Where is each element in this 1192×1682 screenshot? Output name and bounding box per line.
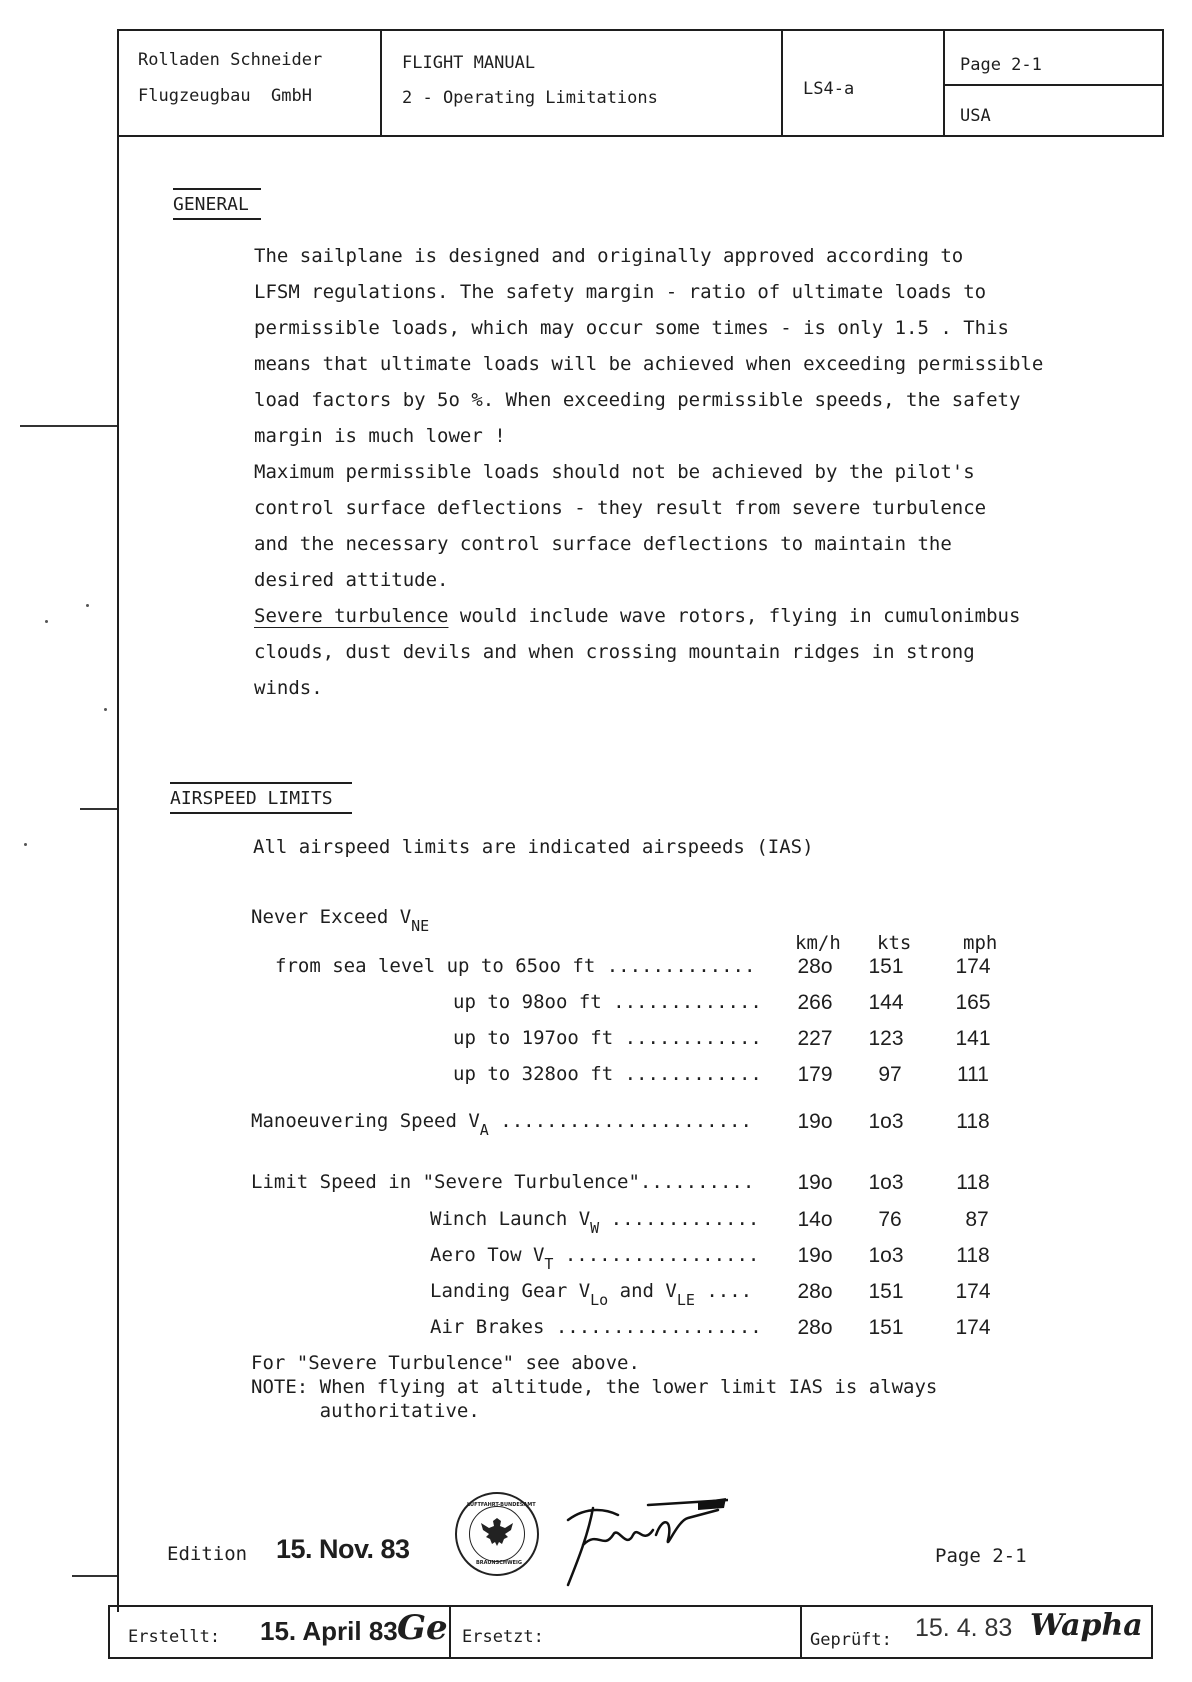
airspeed-intro: All airspeed limits are indicated airspeeds (IAS) [253,836,814,858]
speed-row: from sea level up to 65oo ft ............. [275,955,756,977]
speed-row: Limit Speed in "Severe Turbulence".......... [251,1171,755,1193]
kmh-value: 28o [797,1280,833,1303]
geprueft-date: 15. 4. 83 [915,1614,1013,1642]
section-title: 2 - Operating Limitations [402,88,658,108]
mph-value: 118 [956,1244,990,1267]
speed-row: Manoeuvering Speed $V_A$ ...................... [251,1110,752,1139]
company-name: Rolladen Schneider [138,50,323,70]
general-line: and the necessary control surface deflections to maintain the [254,533,952,555]
header-page-number: Page 2-1 [960,55,1042,75]
edition-label: Edition [167,1543,248,1565]
kmh-value: 19o [797,1110,833,1133]
kts-value: 123 [868,1027,904,1050]
geprueft-label: Geprüft: [810,1630,892,1650]
kts-value: 151 [868,1280,904,1303]
general-line: permissible loads, which may occur some times - is only 1.5 . This [254,317,1009,339]
severe-turbulence-term: Severe turbulence [254,605,449,627]
kts-value: 151 [868,955,904,978]
company-suffix: Flugzeugbau GmbH [138,86,312,106]
speed-row: Landing Gear $V_{Lo}$ and $V_{LE}$ .... [430,1280,753,1309]
erstellt-signature: Ge [397,1608,448,1648]
airspeed-heading: AIRSPEED LIMITS [170,782,352,814]
kmh-value: 266 [797,991,833,1014]
never-exceed-label: Never Exceed $V_{NE}$ [251,906,430,935]
speed-row: Winch Launch $V_W$ ............. [430,1208,760,1237]
scan-speck [104,708,107,711]
severe-turbulence-text: would include wave rotors, flying in cumulonimbus [448,605,1021,627]
general-line: Maximum permissible loads should not be achieved by the pilot's [254,461,975,483]
ersetzt-label: Ersetzt: [462,1627,544,1647]
general-line: winds. [254,677,323,699]
never-exceed-subscript: NE [411,917,430,935]
speed-row: Aero Tow $V_T$ ................. [430,1244,760,1273]
altitude-note-continued: authoritative. [251,1400,480,1422]
country-code: USA [960,106,991,126]
kmh-value: 227 [797,1027,833,1050]
unit-mph: mph [963,932,998,954]
mph-value: 174 [955,1316,991,1339]
kts-value: 97 [878,1063,902,1086]
unit-kmh: km/h [795,932,841,954]
footer-page-number: Page 2-1 [935,1545,1027,1567]
severe-turbulence-line [254,598,1114,634]
general-body [254,238,1114,706]
margin-mark [80,808,117,810]
general-line: means that ultimate loads will be achieved when exceeding permissible [254,353,1044,375]
general-line: The sailplane is designed and originally approved according to [254,245,964,267]
general-heading: GENERAL [173,188,261,220]
approver-signature [548,1490,728,1590]
edition-date: 15. Nov. 83 [276,1534,410,1564]
manual-title: FLIGHT MANUAL [402,53,536,73]
header-divider [943,84,1164,86]
general-line: load factors by 5o %. When exceeding permissible speeds, the safety [254,389,1021,411]
mph-value: 118 [956,1110,990,1133]
kmh-value: 179 [797,1063,833,1086]
speed-row: Air Brakes .................. [430,1316,762,1338]
general-line: control surface deflections - they result from severe turbulence [254,497,987,519]
margin-mark [20,425,117,427]
mph-value: 87 [965,1208,989,1231]
seal-caption-bottom: BRAUNSCHWEIG [476,1560,522,1566]
turbulence-note: For "Severe Turbulence" see above. [251,1352,640,1374]
mph-value: 141 [955,1027,991,1050]
kmh-value: 28o [797,955,833,978]
model-designation: LS4-a [803,79,855,99]
kts-value: 1o3 [868,1171,904,1194]
general-line: LFSM regulations. The safety margin - ratio of ultimate loads to [254,281,987,303]
geprueft-signature: Wapha [1030,1608,1143,1643]
footer-divider [449,1605,451,1659]
seal-caption-top: LUFTFAHRT-BUNDESAMT [467,1502,536,1508]
footer-divider [800,1605,802,1659]
kts-value: 151 [868,1316,904,1339]
kts-value: 1o3 [868,1110,904,1133]
mph-value: 165 [955,991,991,1014]
left-border [117,137,119,1612]
kts-value: 1o3 [868,1244,904,1267]
mph-value: 174 [955,955,991,978]
scan-speck [24,843,27,846]
erstellt-date: 15. April 83 [260,1616,398,1646]
scan-speck [86,604,89,607]
approval-seal [455,1492,539,1576]
header-divider [380,29,382,137]
erstellt-label: Erstellt: [128,1627,221,1647]
header-divider [781,29,783,137]
margin-mark [72,1575,117,1577]
kmh-value: 28o [797,1316,833,1339]
kmh-value: 14o [797,1208,833,1231]
unit-kts: kts [877,932,912,954]
altitude-note: NOTE: When flying at altitude, the lower limit IAS is always [251,1376,938,1398]
kmh-value: 19o [797,1244,833,1267]
header-box [117,29,1164,137]
speed-row: up to 98oo ft ............. [453,991,762,1013]
scan-speck [45,620,48,623]
mph-value: 118 [956,1171,990,1194]
header-divider [943,29,945,137]
speed-row: up to 197oo ft ............ [453,1027,762,1049]
kts-value: 144 [868,991,904,1014]
general-line: clouds, dust devils and when crossing mountain ridges in strong [254,641,975,663]
mph-value: 174 [955,1280,991,1303]
kts-value: 76 [878,1208,902,1231]
general-line: desired attitude. [254,569,449,591]
mph-value: 111 [957,1063,989,1086]
general-line: margin is much lower ! [254,425,506,447]
kmh-value: 19o [797,1171,833,1194]
speed-row: up to 328oo ft ............ [453,1063,762,1085]
